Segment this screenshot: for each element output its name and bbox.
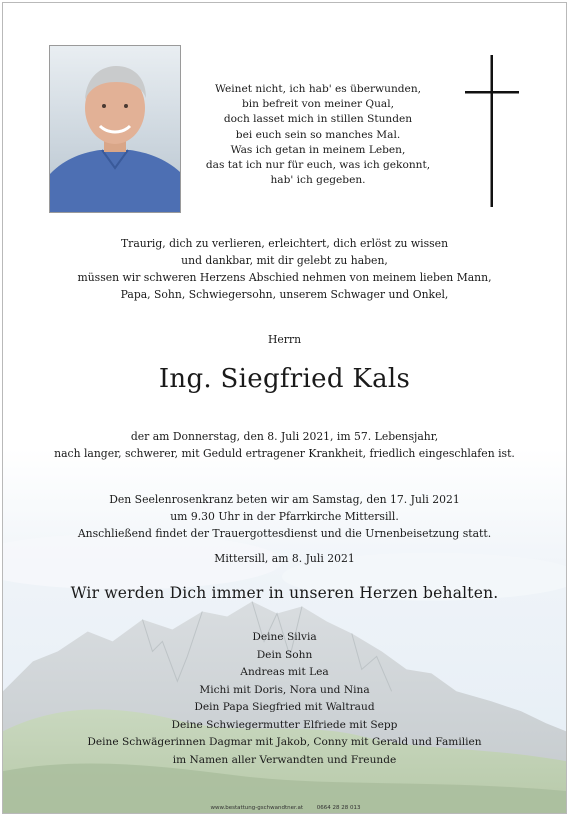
- mourner-line: Deine Schwägerinnen Dagmar mit Jakob, Conny mit Gerald und Familien: [87, 736, 482, 748]
- intro-line: Papa, Sohn, Schwiegersohn, unserem Schwager und Onkel,: [120, 288, 449, 301]
- death-notice-line: nach langer, schwerer, mit Geduld ertragener Krankheit, friedlich eingeschlafen ist.: [54, 447, 515, 460]
- intro-line: müssen wir schweren Herzens Abschied nehmen von meinem lieben Mann,: [77, 271, 492, 284]
- cross-icon: [465, 55, 519, 207]
- poem-line: hab' ich gegeben.: [270, 174, 366, 187]
- poem-line: bin befreit von meiner Qual,: [241, 98, 395, 111]
- poem-line: Was ich getan in meinem Leben,: [230, 143, 406, 156]
- mourner-line: Dein Papa Siegfried mit Waltraud: [194, 701, 375, 713]
- place-date: Mittersill, am 8. Juli 2021: [214, 552, 355, 565]
- poem-line: Weinet nicht, ich hab' es überwunden,: [214, 83, 422, 95]
- poem-line: bei euch sein so manches Mal.: [235, 128, 401, 141]
- mourner-line: Andreas mit Lea: [240, 666, 329, 678]
- intro-line: Traurig, dich zu verlieren, erleichtert, dich erlöst zu wissen: [120, 237, 449, 250]
- mourner-line: Deine Schwiegermutter Elfriede mit Sepp: [171, 718, 398, 731]
- deceased-name: Ing. Siegfried Kals: [158, 364, 411, 394]
- mourner-line: im Namen aller Verwandten und Freunde: [172, 753, 397, 766]
- mourners-list: [3, 629, 566, 769]
- death-notice: [3, 428, 566, 462]
- service-info: [3, 491, 566, 542]
- poem: [193, 82, 443, 188]
- footer: [0, 805, 571, 811]
- mourner-line: Michi mit Doris, Nora und Nina: [199, 683, 370, 696]
- motto: Wir werden Dich immer in unseren Herzen behalten.: [70, 584, 499, 602]
- salutation: Herrn: [267, 333, 302, 346]
- footer-phone: 0664 28 28 013: [316, 805, 361, 811]
- poem-line: das tat ich nur für euch, was ich gekonnt,: [205, 159, 431, 172]
- footer-website: www.bestattung-gschwandtner.at: [210, 805, 304, 811]
- obituary-card: [2, 2, 567, 814]
- mourner-line: Deine Silvia: [252, 631, 317, 643]
- service-info-line: um 9.30 Uhr in der Pfarrkirche Mittersill.: [170, 510, 399, 523]
- service-info-line: Anschließend findet der Trauergottesdienst und die Urnenbeisetzung statt.: [77, 527, 492, 540]
- intro-text: [3, 235, 566, 303]
- poem-line: doch lasset mich in stillen Stunden: [223, 113, 413, 126]
- death-notice-line: der am Donnerstag, den 8. Juli 2021, im 57. Lebensjahr,: [130, 430, 439, 443]
- portrait-photo: [49, 45, 181, 213]
- service-info-line: Den Seelenrosenkranz beten wir am Samstag, den 17. Juli 2021: [109, 493, 460, 506]
- mourner-line: Dein Sohn: [256, 648, 313, 661]
- intro-line: und dankbar, mit dir gelebt zu haben,: [181, 254, 388, 267]
